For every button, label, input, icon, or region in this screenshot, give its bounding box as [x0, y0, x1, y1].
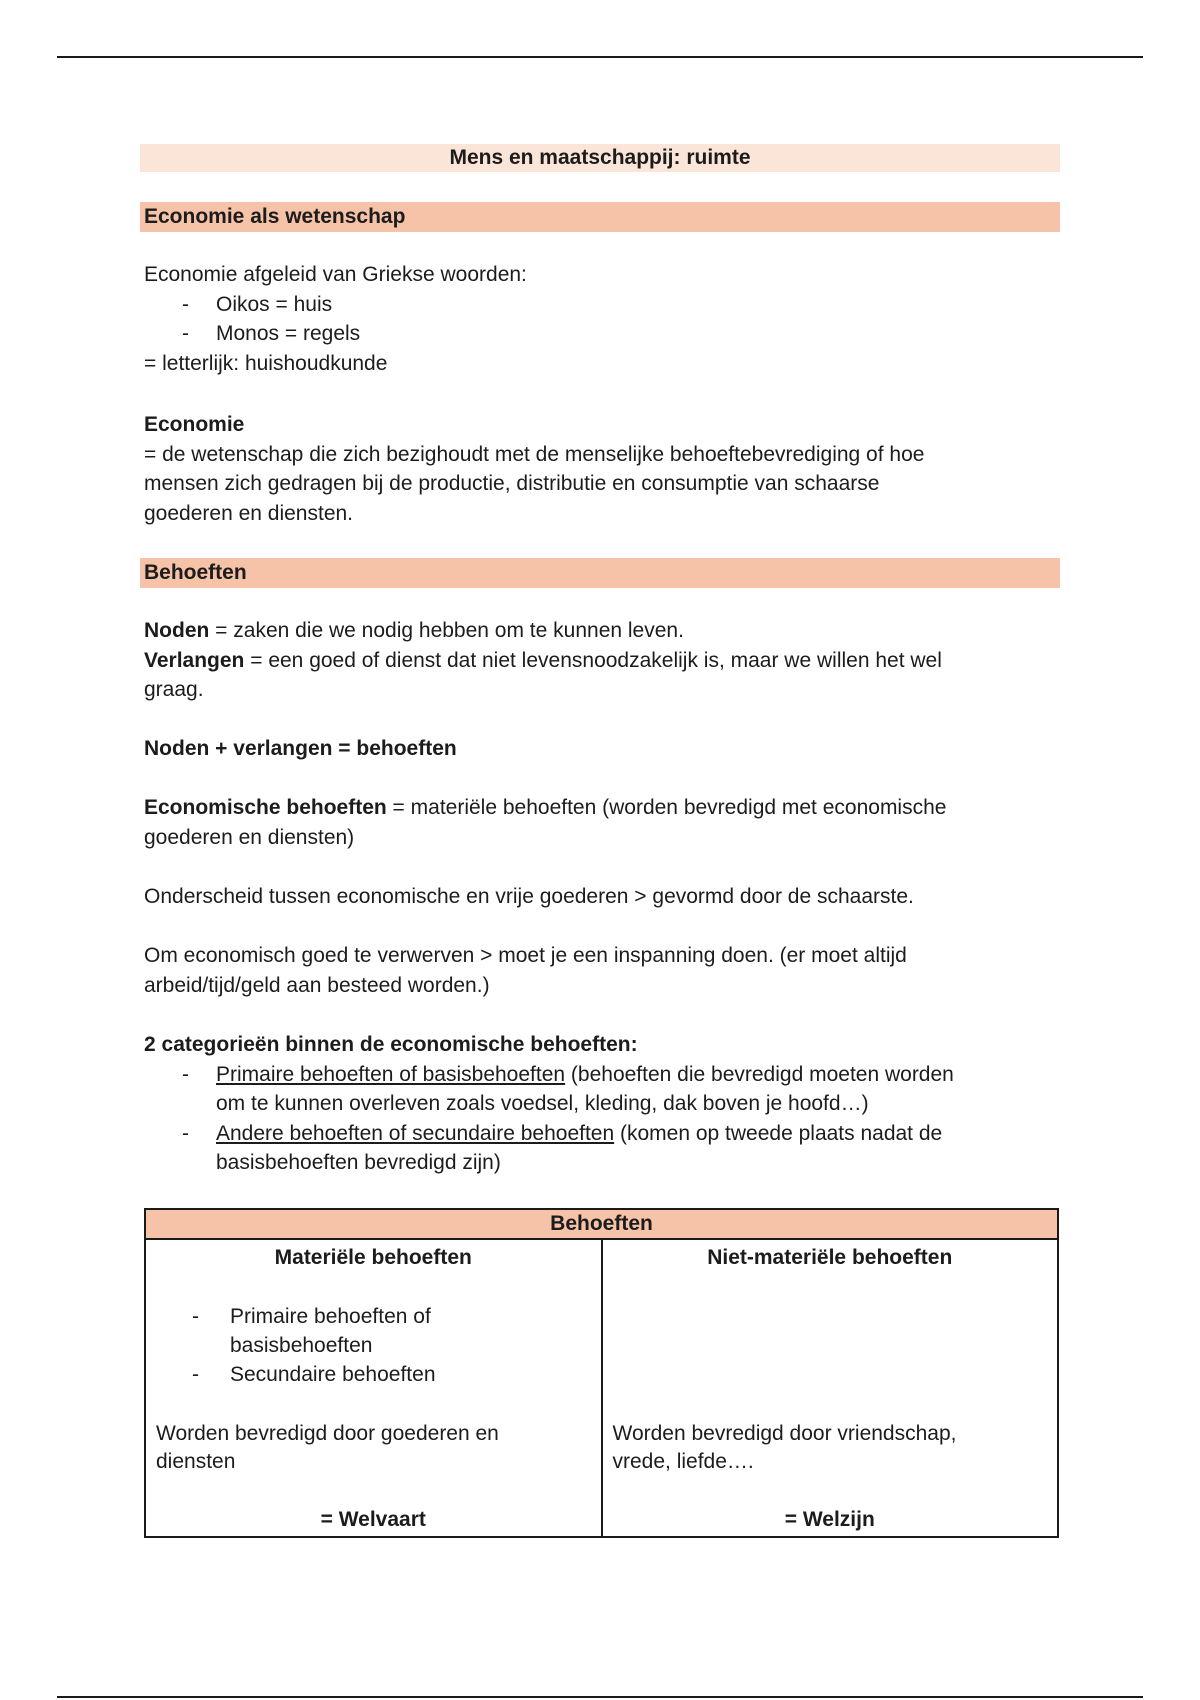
page-title: Mens en maatschappij: ruimte: [140, 144, 1060, 172]
economie-intro: Economie afgeleid van Griekse woorden:: [144, 263, 527, 286]
column-header: Niet-materiële behoeften: [707, 1246, 953, 1269]
list-item: - Primaire behoeften of basisbehoeften: [192, 1305, 431, 1357]
noden-term: Noden: [144, 619, 210, 642]
formula-text: Noden + verlangen = behoeften: [144, 737, 457, 760]
cat1-rest: (behoeften die bevredigd moeten worden: [565, 1062, 954, 1086]
niet-materieel-description: Worden bevredigd door vriendschap, vrede, liefde….: [612, 1422, 957, 1473]
list-item: - Secundaire behoeften: [192, 1363, 436, 1386]
noden-verlangen-block: [144, 616, 1060, 705]
table-caption: Behoeften: [145, 1209, 1058, 1239]
list-item: - Monos = regels: [182, 322, 361, 345]
cat2-term: Andere behoeften of secundaire behoeften: [216, 1121, 615, 1145]
cat2-rest: (komen op tweede plaats nadat de: [614, 1121, 943, 1145]
economische-behoeften-block: [144, 793, 1060, 852]
noden-definition: = zaken die we nodig hebben om te kunnen leven.: [209, 619, 684, 642]
list-item: - Oikos = huis: [182, 292, 333, 316]
list-item: - Andere behoeften of secundaire behoeften (komen op tweede plaats nadat de basisbehoeften bevredigd zijn): [144, 1119, 1060, 1178]
materieel-list: [158, 1302, 591, 1389]
categorieen-block: [144, 1030, 1060, 1178]
table-cell-materieel: [145, 1239, 602, 1537]
econ-term: Economische behoeften: [144, 796, 387, 819]
onderscheid-text: Onderscheid tussen economische en vrije goederen > gevormd door de schaarste.: [144, 885, 914, 908]
econ-definition-cont: goederen en diensten): [144, 825, 355, 849]
economie-block: [144, 260, 1060, 378]
verlangen-definition: = een goed of dienst dat niet levensnoodzakelijk is, maar we willen het wel: [244, 648, 942, 672]
verlangen-definition-cont: graag.: [144, 678, 204, 701]
verwerven-line: arbeid/tijd/geld aan besteed worden.): [144, 973, 490, 997]
cat1-term: Primaire behoeften of basisbehoeften: [216, 1062, 566, 1086]
categorie-heading: 2 categorieën binnen de economische behoeften:: [144, 1033, 638, 1056]
definition-line: mensen zich gedragen bij de productie, distributie en consumptie van schaarse: [144, 472, 880, 495]
economie-term: Economie: [144, 413, 245, 436]
top-rule: [57, 56, 1143, 58]
column-header: Materiële behoeften: [274, 1246, 472, 1269]
definition-line: goederen en diensten.: [144, 501, 354, 525]
verwerven-block: [144, 941, 1060, 1000]
bottom-rule: [57, 1696, 1143, 1698]
list-item: - Primaire behoeften of basisbehoeften (behoeften die bevredigd moeten worden om te kunnen overleven zoals voedsel, kleding, dak boven je hoofd…): [144, 1060, 1060, 1119]
economie-literal: = letterlijk: huishoudkunde: [144, 351, 388, 375]
verwerven-line: Om economisch goed te verwerven > moet je een inspanning doen. (er moet altijd: [144, 944, 907, 967]
behoeften-table: [144, 1208, 1059, 1538]
section-heading-economie: Economie als wetenschap: [140, 202, 1060, 232]
formula: [144, 734, 1060, 764]
econ-definition: = materiële behoeften (worden bevredigd met economische: [386, 796, 947, 819]
cat1-cont: om te kunnen overleven zoals voedsel, kleding, dak boven je hoofd…): [216, 1092, 869, 1115]
verlangen-term: Verlangen: [144, 648, 245, 672]
materieel-description: Worden bevredigd door goederen en diensten: [156, 1422, 499, 1473]
result-welvaart: = Welvaart: [320, 1508, 426, 1531]
economie-definition: [144, 410, 1060, 528]
section-heading-behoeften: Behoeften: [140, 558, 1060, 588]
definition-line: = de wetenschap die zich bezighoudt met de menselijke behoeftebevrediging of hoe: [144, 442, 925, 466]
cat2-cont: basisbehoeften bevredigd zijn): [216, 1151, 501, 1174]
result-welzijn: = Welzijn: [784, 1508, 875, 1531]
table-cell-niet-materieel: [602, 1239, 1059, 1537]
